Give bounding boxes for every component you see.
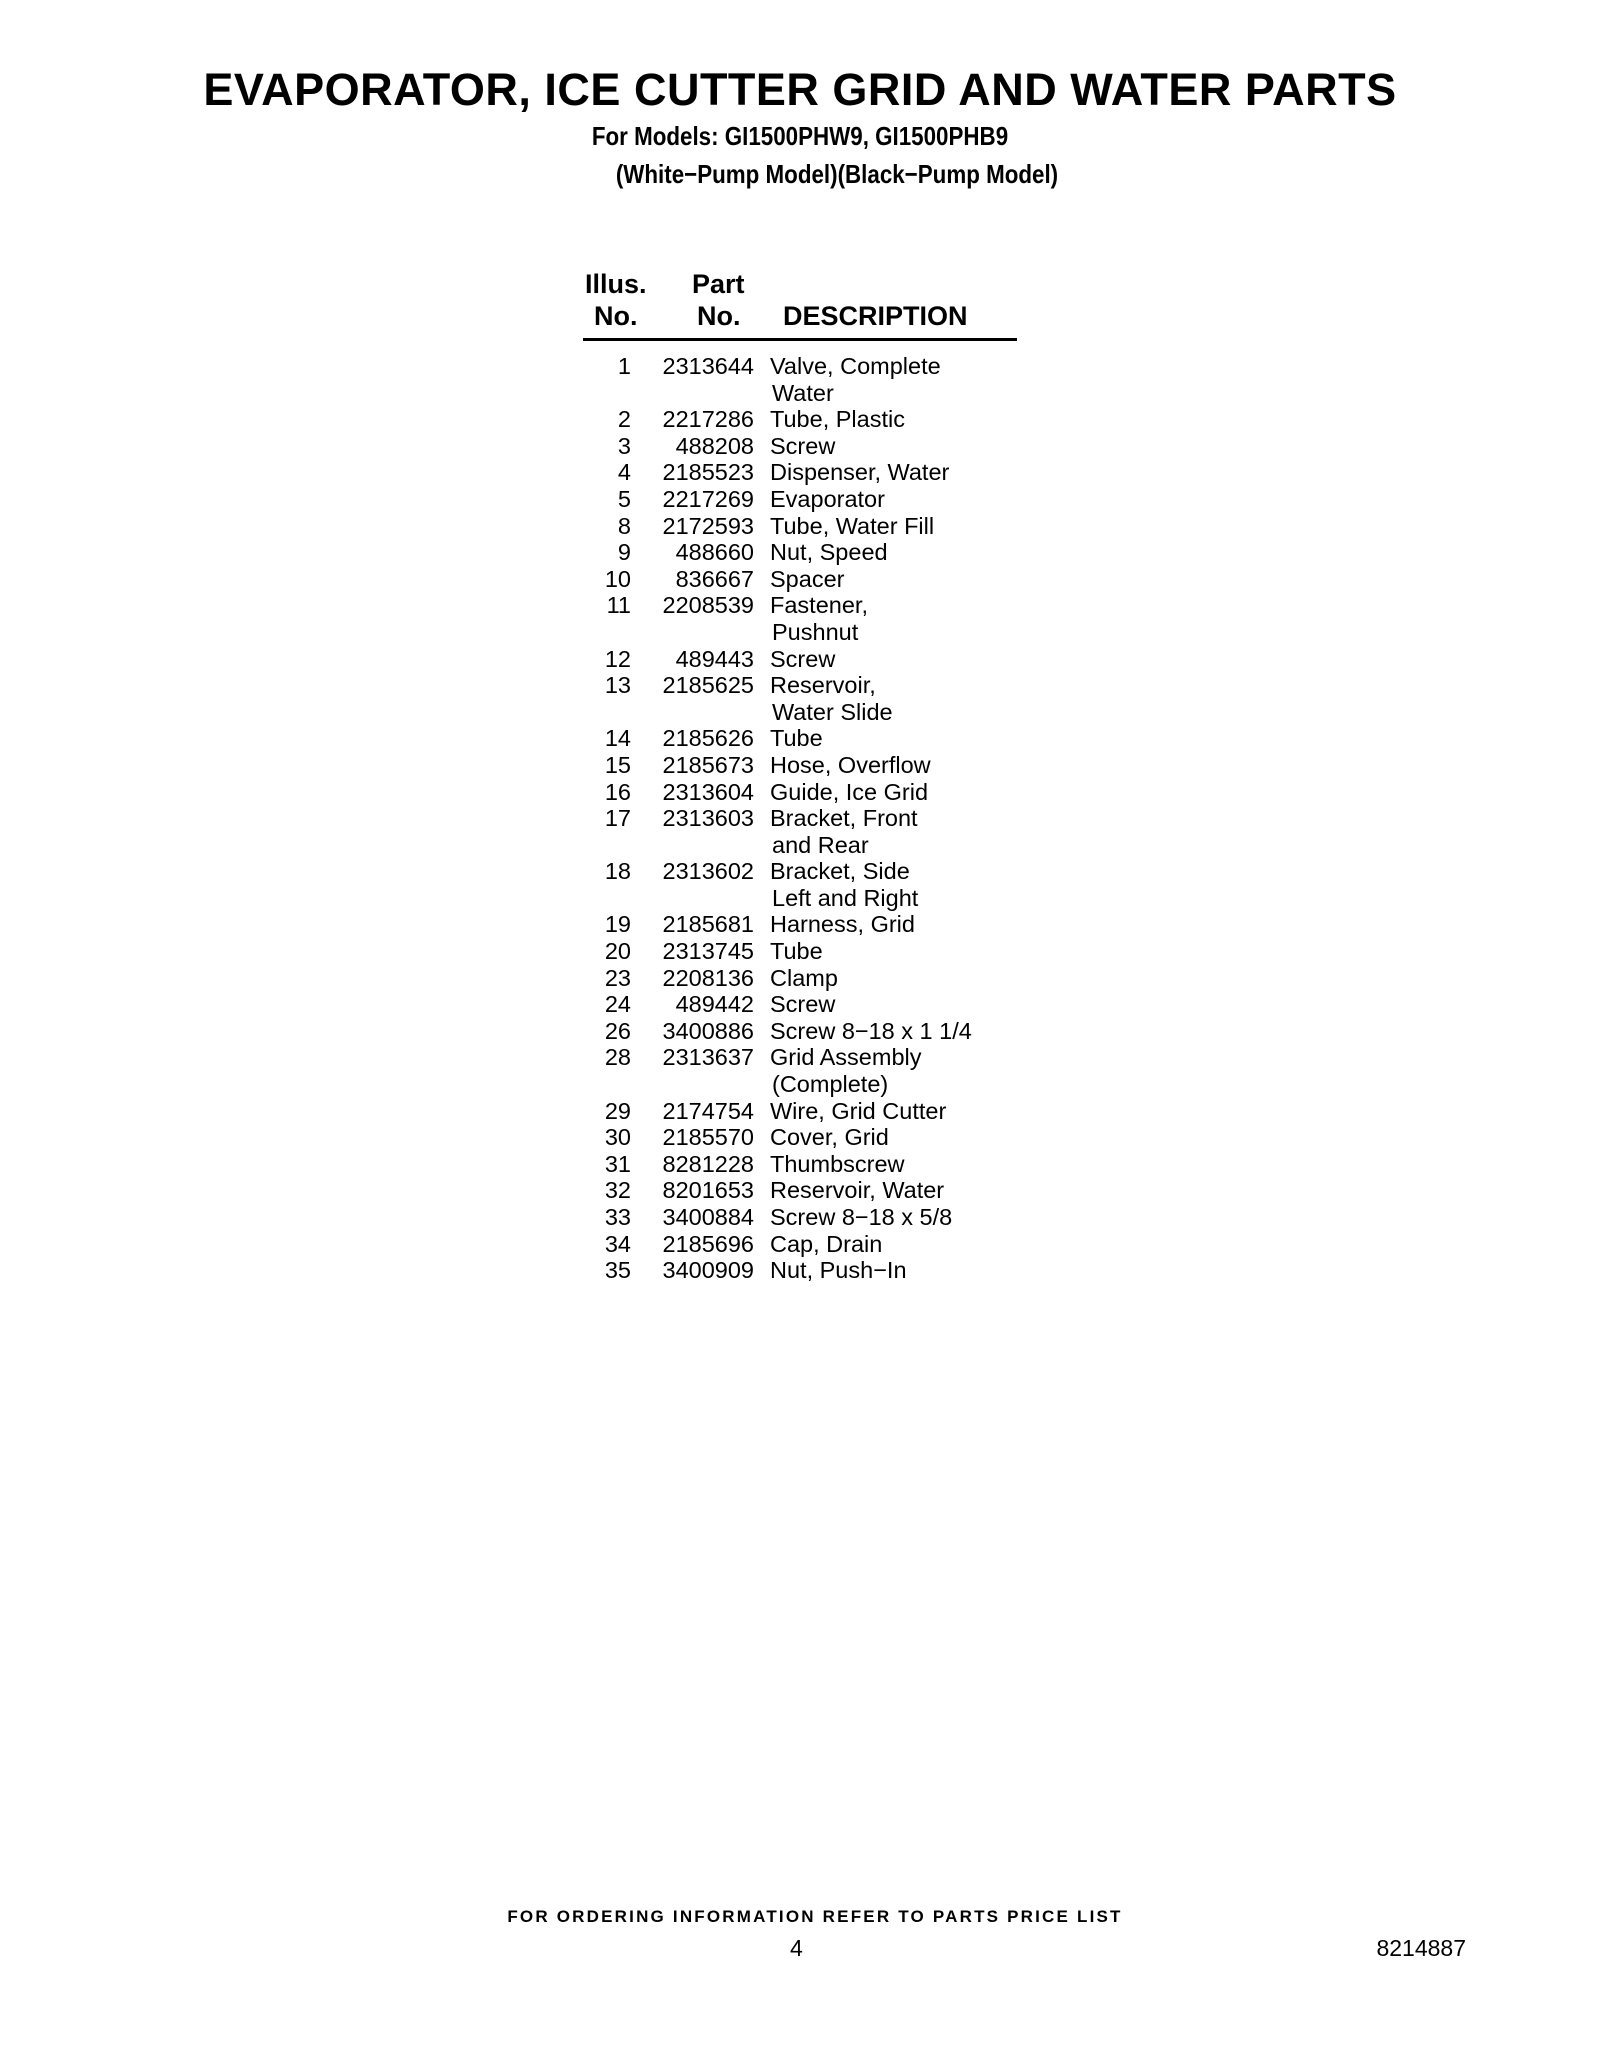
part-description xyxy=(754,752,1043,779)
illus-header-line1: Illus. xyxy=(585,269,647,299)
table-row xyxy=(583,1231,1043,1258)
table-row xyxy=(583,1098,1043,1125)
part-description xyxy=(754,406,1043,433)
part-description xyxy=(754,592,1043,645)
part-number: 2174754 xyxy=(662,1097,754,1124)
description-line: Evaporator xyxy=(770,485,885,512)
description-continuation: Water Slide xyxy=(772,698,893,725)
illus-header-line2: No. xyxy=(594,301,638,331)
model-variants-subtitle: (White−Pump Model)(Black−Pump Model) xyxy=(615,159,1059,189)
part-number: 836667 xyxy=(675,565,754,592)
part-number: 2185570 xyxy=(662,1124,754,1151)
part-description xyxy=(754,513,1043,540)
description-line: Tube, Water Fill xyxy=(770,512,935,539)
part-description xyxy=(754,566,1043,593)
table-row xyxy=(583,752,1043,779)
parts-list xyxy=(583,353,1043,1284)
description-line: Cover, Grid xyxy=(770,1124,889,1151)
part-description xyxy=(754,938,1043,965)
description-continuation: (Complete) xyxy=(772,1071,889,1098)
illus-number: 32 xyxy=(604,1177,631,1204)
description-line: Screw xyxy=(770,432,836,459)
part-header-line1: Part xyxy=(692,269,745,299)
document-number: 8214887 xyxy=(1376,1935,1466,1961)
illus-number: 19 xyxy=(604,911,631,938)
part-description xyxy=(754,991,1043,1018)
illus-number: 9 xyxy=(617,539,631,566)
illus-number: 34 xyxy=(604,1230,631,1257)
illus-number: 31 xyxy=(604,1150,631,1177)
table-row xyxy=(583,1177,1043,1204)
part-number: 2185696 xyxy=(662,1230,754,1257)
part-description xyxy=(754,353,1043,406)
part-number: 2313603 xyxy=(662,805,754,832)
description-continuation: Left and Right xyxy=(772,884,919,911)
illus-number: 26 xyxy=(604,1017,631,1044)
table-row xyxy=(583,566,1043,593)
part-description xyxy=(754,805,1043,858)
description-line: Tube, Plastic xyxy=(770,406,905,433)
illus-number: 5 xyxy=(617,485,631,512)
part-header-line2: No. xyxy=(697,301,741,331)
part-description xyxy=(754,779,1043,806)
illus-number: 2 xyxy=(617,406,631,433)
description-line: Hose, Overflow xyxy=(770,751,931,778)
table-row xyxy=(583,938,1043,965)
illus-number: 12 xyxy=(604,645,631,672)
illus-number: 14 xyxy=(604,725,631,752)
description-line: Reservoir, xyxy=(770,672,876,699)
illus-number: 18 xyxy=(604,858,631,885)
table-row xyxy=(583,459,1043,486)
table-row xyxy=(583,1204,1043,1231)
part-number: 2217286 xyxy=(662,406,754,433)
table-row xyxy=(583,1124,1043,1151)
description-continuation: Pushnut xyxy=(772,618,859,645)
illus-number: 30 xyxy=(604,1124,631,1151)
part-number: 2185681 xyxy=(662,911,754,938)
table-row xyxy=(583,805,1043,858)
description-line: Cap, Drain xyxy=(770,1230,883,1257)
page-title: EVAPORATOR, ICE CUTTER GRID AND WATER PARTS xyxy=(203,64,1397,115)
table-row xyxy=(583,353,1043,406)
description-line: Bracket, Front xyxy=(770,805,918,832)
part-description xyxy=(754,965,1043,992)
description-line: Valve, Complete xyxy=(770,353,941,379)
part-number: 2313602 xyxy=(662,858,754,885)
illus-number: 1 xyxy=(617,353,631,379)
description-continuation: Water xyxy=(772,379,834,406)
part-description xyxy=(754,486,1043,513)
description-line: Tube xyxy=(770,938,823,965)
illus-number: 11 xyxy=(606,592,631,619)
table-row xyxy=(583,433,1043,460)
illus-number: 10 xyxy=(604,565,631,592)
part-description xyxy=(754,672,1043,725)
part-number: 2172593 xyxy=(662,512,754,539)
part-number: 2185673 xyxy=(662,751,754,778)
table-row xyxy=(583,911,1043,938)
part-number: 489442 xyxy=(675,991,754,1018)
table-row xyxy=(583,965,1043,992)
description-header: DESCRIPTION xyxy=(783,301,968,331)
illus-number: 29 xyxy=(604,1097,631,1124)
ordering-note: FOR ORDERING INFORMATION REFER TO PARTS PRICE LIST xyxy=(507,1907,1123,1926)
illus-number: 8 xyxy=(617,512,631,539)
illus-number: 35 xyxy=(604,1257,631,1284)
part-description xyxy=(754,858,1043,911)
description-line: Tube xyxy=(770,725,823,752)
description-line: Bracket, Side xyxy=(770,858,910,885)
description-line: Screw xyxy=(770,991,836,1018)
part-description xyxy=(754,539,1043,566)
part-number: 2185625 xyxy=(662,672,754,699)
part-description xyxy=(754,725,1043,752)
illus-number: 28 xyxy=(604,1044,631,1071)
illus-number: 15 xyxy=(604,751,631,778)
description-line: Dispenser, Water xyxy=(770,459,950,486)
description-line: Wire, Grid Cutter xyxy=(770,1097,947,1124)
table-row xyxy=(583,991,1043,1018)
part-description xyxy=(754,1098,1043,1125)
table-row xyxy=(583,858,1043,911)
part-description xyxy=(754,459,1043,486)
table-row xyxy=(583,646,1043,673)
description-line: Thumbscrew xyxy=(770,1150,905,1177)
table-row xyxy=(583,1151,1043,1178)
part-number: 3400909 xyxy=(662,1257,754,1284)
illus-number: 23 xyxy=(604,964,631,991)
description-line: Spacer xyxy=(770,565,845,592)
description-continuation: and Rear xyxy=(772,831,869,858)
part-description xyxy=(754,1257,1043,1284)
part-description xyxy=(754,1124,1043,1151)
illus-number: 33 xyxy=(604,1204,631,1230)
table-row xyxy=(583,513,1043,540)
illus-number: 13 xyxy=(604,672,631,699)
page-number: 4 xyxy=(790,1935,803,1961)
table-row xyxy=(583,1018,1043,1045)
part-number: 2185523 xyxy=(662,459,754,486)
part-number: 489443 xyxy=(675,645,754,672)
table-row xyxy=(583,406,1043,433)
models-subtitle: For Models: GI1500PHW9, GI1500PHB9 xyxy=(591,121,1009,151)
description-line: Reservoir, Water xyxy=(770,1177,945,1204)
part-description xyxy=(754,1018,1043,1045)
part-number: 3400884 xyxy=(662,1204,754,1230)
description-line: Screw xyxy=(770,645,836,672)
table-row xyxy=(583,486,1043,513)
part-number: 488660 xyxy=(675,539,754,566)
part-description xyxy=(754,1177,1043,1204)
part-number: 2185626 xyxy=(662,725,754,752)
illus-number: 20 xyxy=(604,938,631,965)
table-row xyxy=(583,539,1043,566)
illus-number: 17 xyxy=(604,805,631,832)
part-number: 2313644 xyxy=(662,353,754,379)
part-description xyxy=(754,646,1043,673)
part-number: 2313604 xyxy=(662,778,754,805)
description-line: Nut, Push−In xyxy=(770,1257,907,1284)
table-row xyxy=(583,672,1043,725)
part-number: 2208136 xyxy=(662,964,754,991)
part-description xyxy=(754,1204,1043,1231)
description-line: Grid Assembly xyxy=(770,1044,922,1071)
description-line: Screw 8−18 x 5/8 xyxy=(770,1204,953,1230)
part-number: 8281228 xyxy=(662,1150,754,1177)
table-row xyxy=(583,1257,1043,1284)
table-row xyxy=(583,592,1043,645)
table-row xyxy=(583,1044,1043,1097)
description-line: Clamp xyxy=(770,964,838,991)
part-description xyxy=(754,1044,1043,1097)
part-description xyxy=(754,433,1043,460)
illus-number: 16 xyxy=(604,778,631,805)
illus-number: 24 xyxy=(604,991,631,1018)
part-number: 2313745 xyxy=(662,938,754,965)
parts-table-header xyxy=(583,268,1017,341)
part-number: 2313637 xyxy=(662,1044,754,1071)
description-line: Nut, Speed xyxy=(770,539,888,566)
part-number: 3400886 xyxy=(662,1017,754,1044)
part-description xyxy=(754,911,1043,938)
illus-number: 3 xyxy=(617,432,631,459)
table-row xyxy=(583,779,1043,806)
part-number: 2208539 xyxy=(662,592,754,619)
description-line: Guide, Ice Grid xyxy=(770,778,929,805)
part-number: 2217269 xyxy=(662,485,754,512)
part-number: 488208 xyxy=(675,432,754,459)
description-line: Fastener, xyxy=(770,592,868,619)
part-description xyxy=(754,1231,1043,1258)
description-line: Screw 8−18 x 1 1/4 xyxy=(770,1017,972,1044)
description-line: Harness, Grid xyxy=(770,911,915,938)
part-number: 8201653 xyxy=(662,1177,754,1204)
illus-number: 4 xyxy=(617,459,631,486)
table-row xyxy=(583,725,1043,752)
part-description xyxy=(754,1151,1043,1178)
